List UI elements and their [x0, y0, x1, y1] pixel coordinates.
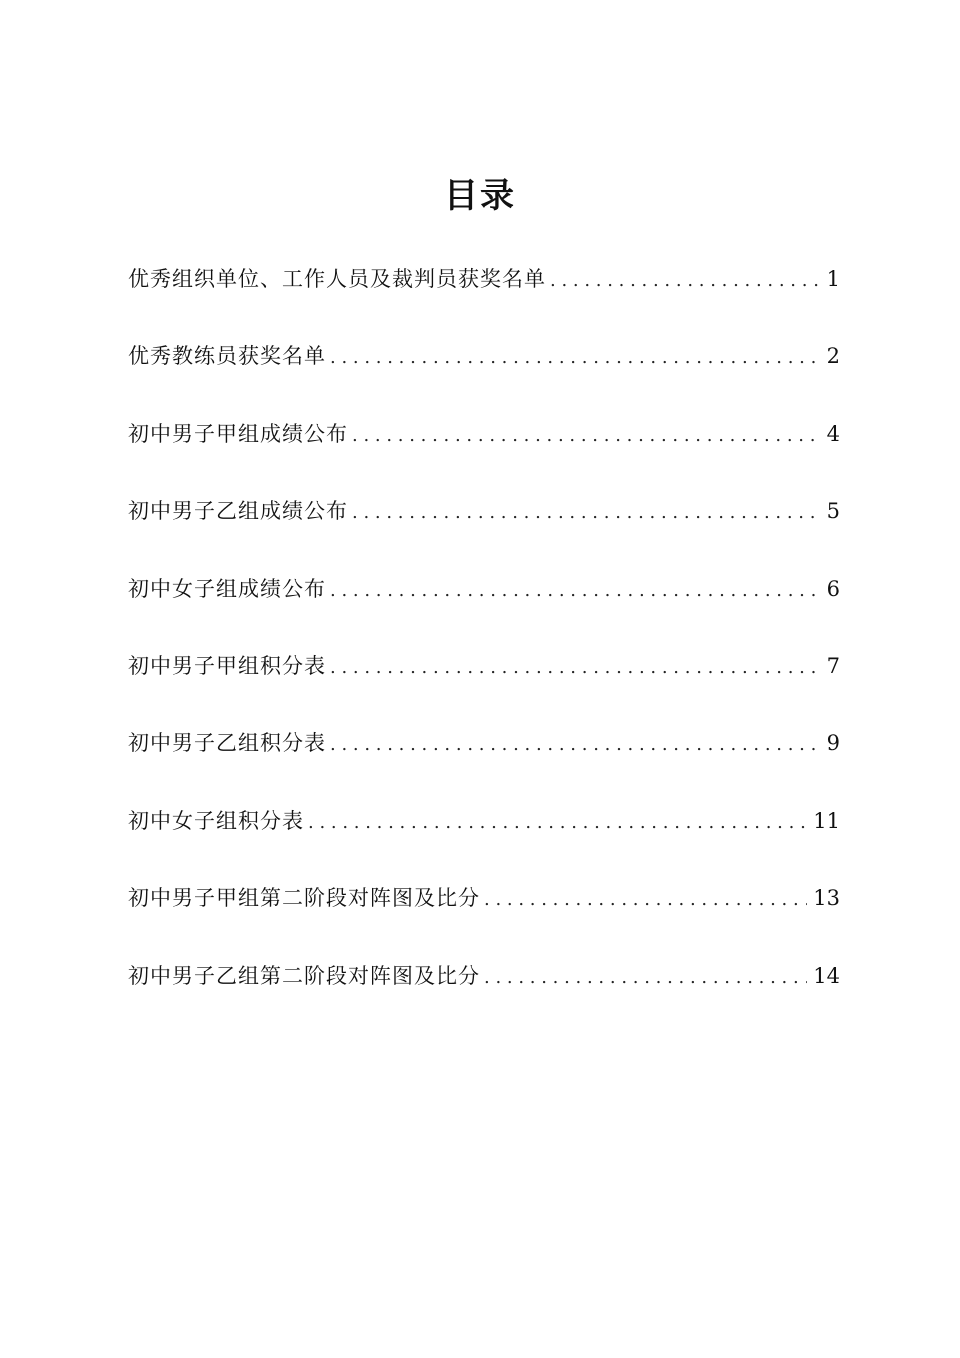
toc-entry[interactable]	[128, 646, 840, 723]
toc-entry[interactable]	[128, 956, 840, 1033]
toc-dot-leader	[330, 571, 821, 611]
toc-page-number: 13	[813, 886, 840, 911]
toc-dot-leader	[352, 416, 821, 456]
toc-page-number: 11	[813, 808, 840, 833]
toc-page-number: 6	[826, 576, 840, 601]
toc-entry[interactable]	[128, 878, 840, 955]
toc-dot-leader	[330, 648, 821, 688]
toc-entry-title: 初中男子甲组积分表	[128, 653, 326, 678]
toc-entry[interactable]	[128, 569, 840, 646]
toc-entry[interactable]	[128, 414, 840, 491]
toc-dot-leader	[484, 880, 807, 920]
table-of-contents	[128, 259, 840, 1033]
toc-entry-title: 初中男子乙组第二阶段对阵图及比分	[128, 963, 480, 988]
toc-entry-title: 初中男子乙组成绩公布	[128, 499, 348, 524]
toc-page-number: 14	[813, 963, 840, 988]
toc-dot-leader	[330, 725, 821, 765]
toc-entry-title: 初中男子乙组积分表	[128, 731, 326, 756]
toc-entry-title: 初中男子甲组第二阶段对阵图及比分	[128, 886, 480, 911]
toc-entry-title: 优秀教练员获奖名单	[128, 344, 326, 369]
toc-entry-title: 初中女子组成绩公布	[128, 576, 326, 601]
toc-dot-leader	[352, 493, 821, 533]
toc-entry[interactable]	[128, 723, 840, 800]
toc-dot-leader	[550, 261, 821, 301]
toc-title: 目录	[444, 176, 516, 216]
toc-entry[interactable]	[128, 259, 840, 336]
toc-page-number: 7	[826, 653, 840, 678]
toc-page-number: 1	[826, 267, 840, 291]
toc-entry[interactable]	[128, 336, 840, 413]
toc-dot-leader	[308, 803, 807, 843]
toc-page-number: 9	[826, 731, 840, 756]
toc-page-number: 2	[826, 344, 840, 369]
toc-entry-title: 初中女子组积分表	[128, 808, 304, 833]
toc-dot-leader	[330, 338, 821, 378]
toc-page-number: 4	[826, 421, 840, 446]
toc-entry-title: 初中男子甲组成绩公布	[128, 421, 348, 446]
toc-entry[interactable]	[128, 491, 840, 568]
toc-entry[interactable]	[128, 801, 840, 878]
toc-page-number: 5	[826, 499, 840, 524]
toc-entry-title: 优秀组织单位、工作人员及裁判员获奖名单	[128, 267, 546, 291]
toc-dot-leader	[484, 958, 807, 998]
